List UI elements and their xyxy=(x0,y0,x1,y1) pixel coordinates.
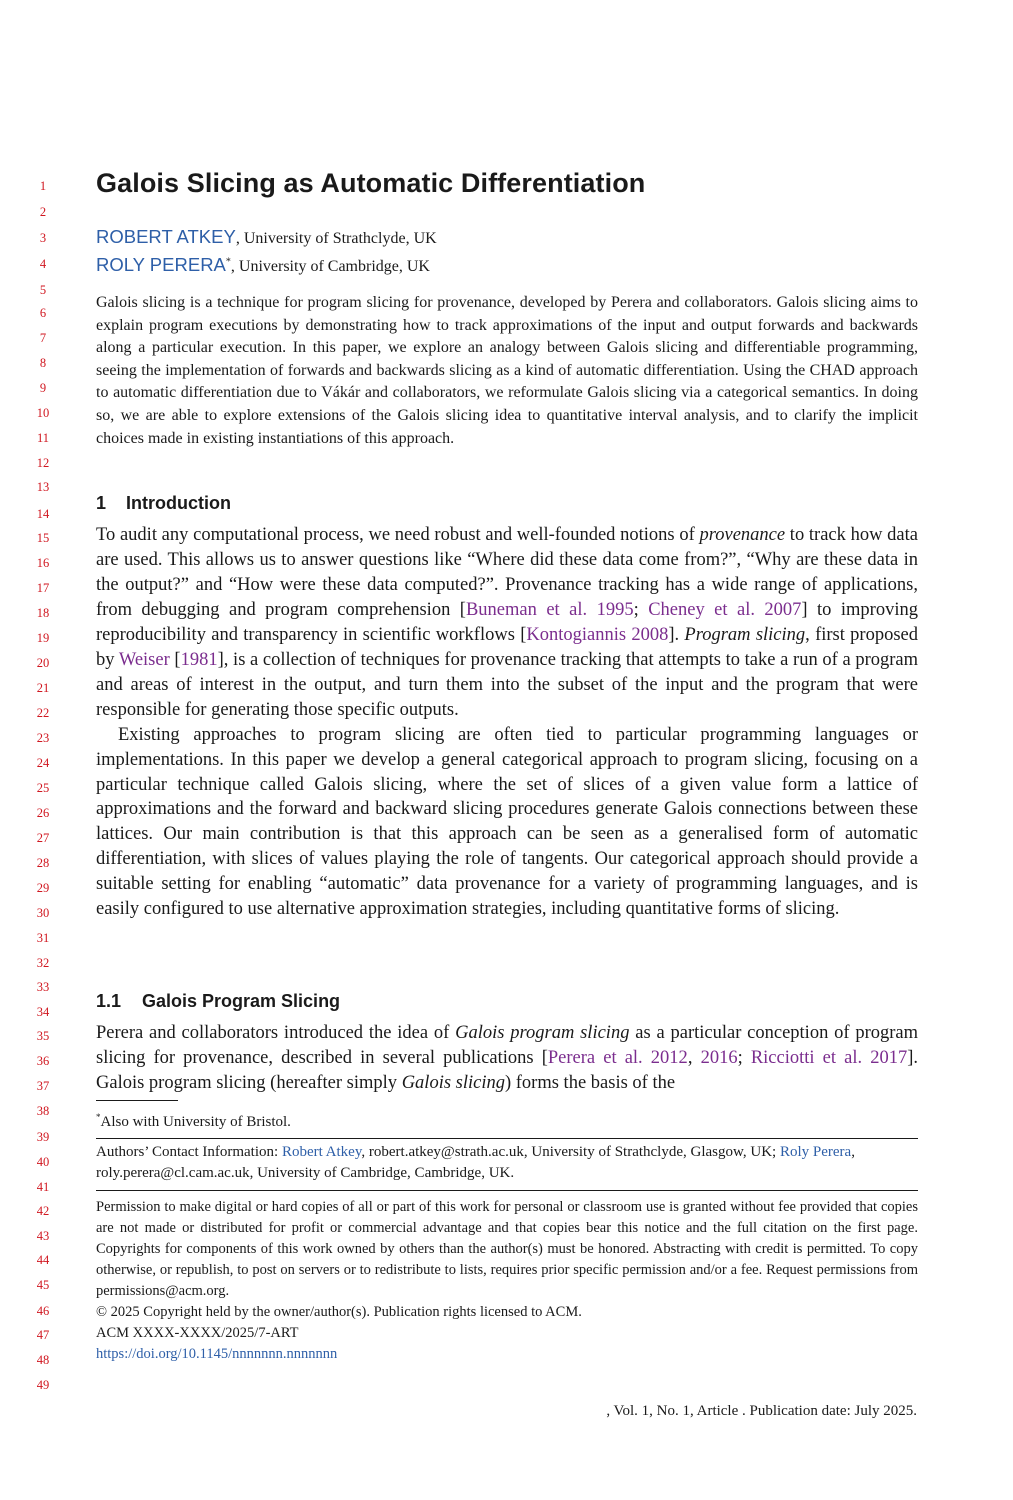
line-number: 30 xyxy=(36,906,50,920)
citation-link[interactable]: Weiser xyxy=(118,649,170,670)
line-number: 36 xyxy=(36,1054,50,1068)
line-number: 46 xyxy=(36,1304,50,1318)
author-affiliation: , University of Strathclyde, UK xyxy=(235,230,437,247)
line-number: 21 xyxy=(36,681,50,695)
citation-link[interactable]: Buneman et al. 1995 xyxy=(465,599,634,620)
permission-rule xyxy=(96,1190,918,1191)
doi-link[interactable]: https://doi.org/10.1145/nnnnnnn.nnnnnnn xyxy=(96,1346,338,1362)
subsection-heading xyxy=(96,991,340,1012)
line-number: 44 xyxy=(36,1253,50,1267)
line-number: 47 xyxy=(36,1328,50,1342)
paragraph: Perera and collaborators introduced the idea of Galois program slicing as a particular conception of program slicing for provenance, described in several publications [Perera et al. 2012, 2016; Ricciotti et al. 2017]. Galois program slicing (hereafter simply Galois slicing) forms the basis of the xyxy=(96,1023,919,1093)
contact-rule xyxy=(96,1138,918,1139)
section-number: 1.1 xyxy=(96,991,122,1011)
line-number: 38 xyxy=(36,1104,50,1118)
author-contact-info: Authors’ Contact Information: Robert Atkey, robert.atkey@strath.ac.uk, University of Strathclyde, Glasgow, UK; Roly Perera, roly.perera@cl.cam.ac.uk, University of Cambridge, Cambridge, UK. xyxy=(96,1144,855,1181)
footnote-text: Also with University of Bristol. xyxy=(100,1114,291,1130)
page-footer: , Vol. 1, No. 1, Article . Publication date: July 2025. xyxy=(606,1403,917,1419)
emphasis: provenance xyxy=(699,525,786,545)
line-number: 39 xyxy=(36,1130,50,1144)
paragraph: Existing approaches to program slicing are often tied to particular programming languages or implementations. In this paper we develop a general categorical approach to program slicing, focusing on a particular technique called Galois slicing, where the set of slices of a given value form a lattice of approximations and the forward and backward slicing procedures generate Galois connections between these lattices. Our main contribution is that this approach can be seen as a generalised form of automatic differentiation, with slices of values playing the role of tangents. Our categorical approach should provide a suitable setting for enabling “automatic” data provenance for a variety of programming languages, and is easily configured to use alternative approximation strategies, including quantitative forms of slicing. xyxy=(96,724,918,920)
line-number: 8 xyxy=(39,356,47,370)
line-number: 49 xyxy=(36,1378,50,1392)
line-number: 9 xyxy=(39,381,47,395)
line-number: 33 xyxy=(36,980,50,994)
citation-link[interactable]: 2016 xyxy=(700,1047,738,1068)
section-heading xyxy=(96,493,231,514)
line-number: 18 xyxy=(36,606,50,620)
line-number: 3 xyxy=(39,231,47,245)
footnote-marker: * xyxy=(225,256,231,268)
line-number: 34 xyxy=(36,1005,50,1019)
line-number: 25 xyxy=(36,781,50,795)
line-number: 5 xyxy=(39,283,47,297)
line-number: 4 xyxy=(39,257,47,271)
citation-link[interactable]: Kontogiannis 2008 xyxy=(526,624,669,645)
footnote xyxy=(96,1107,918,1133)
line-number: 28 xyxy=(36,856,50,870)
paper-title: Galois Slicing as Automatic Differentiation xyxy=(96,168,646,198)
footnote-marker: * xyxy=(96,1112,101,1122)
line-number: 2 xyxy=(39,205,47,219)
line-number: 31 xyxy=(36,931,50,945)
line-number: 10 xyxy=(36,406,50,420)
permission-text: Permission to make digital or hard copies of all or part of this work for personal or classroom use is granted without fee provided that copies are not made or distributed for profit or commercial advantage and that copies bear this notice and the full citation on the first page. Copyrights for components of this work owned by others than the author(s) must be honored. Abstracting with credit is permitted. To copy otherwise, or republish, to post on servers or to redistribute to lists, requires prior specific permission and/or a fee. Request permissions from permissions@acm.org. xyxy=(96,1199,918,1299)
permission-block xyxy=(96,1197,918,1365)
author-name[interactable]: ROBERT ATKEY xyxy=(96,226,236,247)
line-number: 19 xyxy=(36,631,50,645)
line-number: 17 xyxy=(36,581,50,595)
line-number: 40 xyxy=(36,1155,50,1169)
line-number: 29 xyxy=(36,881,50,895)
line-number: 1 xyxy=(39,179,47,193)
line-number: 22 xyxy=(36,706,50,720)
line-number: 11 xyxy=(36,431,50,445)
line-number: 14 xyxy=(36,507,50,521)
copyright-line: © 2025 Copyright held by the owner/author(s). Publication rights licensed to ACM. xyxy=(96,1304,582,1320)
author-link[interactable]: Roly Perera xyxy=(779,1144,852,1160)
line-number: 41 xyxy=(36,1180,50,1194)
line-number: 43 xyxy=(36,1229,50,1243)
line-number: 32 xyxy=(36,956,50,970)
abstract: Galois slicing is a technique for program slicing for provenance, developed by Perera and collaborators. Galois slicing aims to explain program executions by demonstrating how to track approximations of the input and output forwards and backwards along a particular execution. In this paper, we explore an analogy between Galois slicing and differentiable programming, seeing the implementation of forwards and backwards slicing as a kind of automatic differentiation. Using the CHAD approach to automatic differentiation due to Vákár and collaborators, we reformulate Galois slicing via a categorical semantics. In doing so, we are able to explore extensions of the Galois slicing idea to quantitative interval analysis, and to clarify the implicit choices made in existing instantiations of this approach. xyxy=(96,294,918,447)
author-link[interactable]: Robert Atkey xyxy=(281,1144,362,1160)
author-name[interactable]: ROLY PERERA xyxy=(96,254,226,275)
line-number: 13 xyxy=(36,480,50,494)
line-number: 24 xyxy=(36,756,50,770)
line-number: 27 xyxy=(36,831,50,845)
section-title: Introduction xyxy=(126,493,231,513)
footnote-rule xyxy=(96,1100,178,1101)
section-title: Galois Program Slicing xyxy=(142,991,341,1011)
section-body xyxy=(96,523,918,922)
line-number: 26 xyxy=(36,806,50,820)
emphasis: Galois program slicing xyxy=(455,1023,630,1043)
emphasis: Program slicing xyxy=(684,624,806,645)
line-number: 6 xyxy=(39,306,47,320)
line-number: 16 xyxy=(36,556,50,570)
line-number: 23 xyxy=(36,731,50,745)
line-number: 12 xyxy=(36,456,50,470)
line-number: 20 xyxy=(36,656,50,670)
citation-link[interactable]: 1981 xyxy=(180,649,218,670)
author-1 xyxy=(96,226,437,248)
acm-id: ACM XXXX-XXXX/2025/7-ART xyxy=(96,1325,299,1341)
emphasis: Galois slicing xyxy=(401,1072,505,1093)
line-number: 37 xyxy=(36,1079,50,1093)
line-number: 42 xyxy=(36,1204,50,1218)
line-number: 15 xyxy=(36,531,50,545)
section-number: 1 xyxy=(96,493,107,513)
line-number: 45 xyxy=(36,1278,50,1292)
citation-link[interactable]: Cheney et al. 2007 xyxy=(648,599,802,620)
author-affiliation: , University of Cambridge, UK xyxy=(230,258,430,275)
line-number: 48 xyxy=(36,1353,50,1367)
citation-link[interactable]: Perera et al. 2012 xyxy=(547,1047,688,1068)
line-number: 35 xyxy=(36,1029,50,1043)
paragraph: To audit any computational process, we need robust and well-founded notions of provenance to track how data are used. This allows us to answer questions like “Where did these data come from?”, “Why are these data in the output?” and “How were these data computed?”. Provenance tracking has a wide range of applications, from debugging and program comprehension [Buneman et al. 1995; Cheney et al. 2007] to improving reproducibility and transparency in scientific workflows [Kontogiannis 2008]. Program slicing, first proposed by Weiser [1981], is a collection of techniques for provenance tracking that attempts to take a run of a program and areas of interest in the output, and turn them into the subset of the input and the program that were responsible for generating those specific outputs. xyxy=(96,525,918,720)
line-number: 7 xyxy=(39,331,47,345)
citation-link[interactable]: Ricciotti et al. 2017 xyxy=(750,1047,908,1068)
section-body xyxy=(96,1021,918,1096)
author-2 xyxy=(96,254,430,276)
